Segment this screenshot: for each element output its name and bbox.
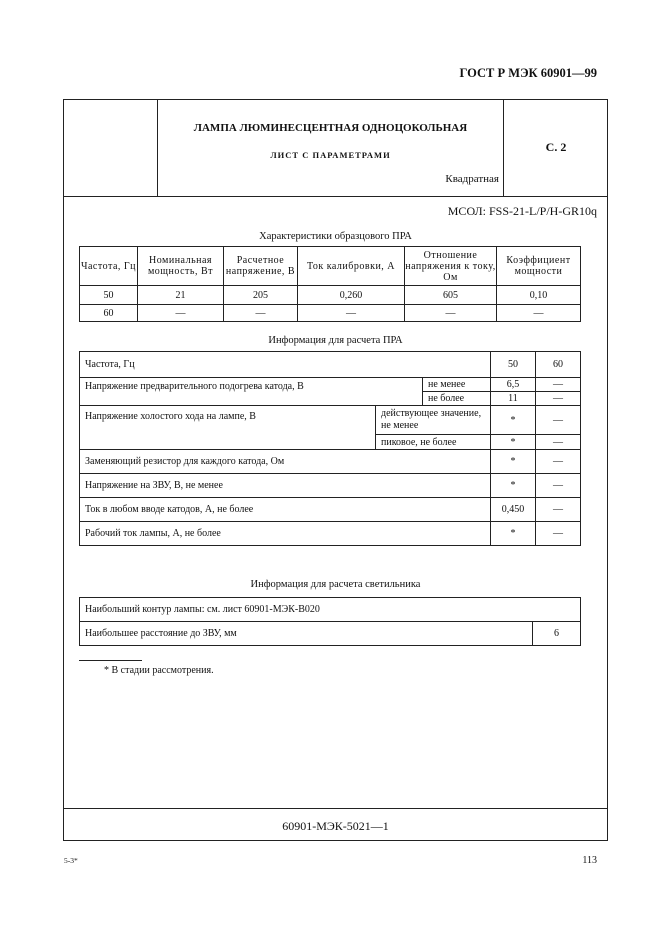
luminaire-design-table	[79, 597, 581, 646]
header-divider-bottom	[63, 196, 608, 197]
table-cell: —	[536, 378, 581, 392]
reference-ballast-title: Характеристики образцового ПРА	[259, 231, 412, 242]
sheet-title: ЛАМПА ЛЮМИНЕСЦЕНТНАЯ ОДНОЦОКОЛЬНАЯ	[193, 122, 468, 134]
table-cell: *	[491, 406, 536, 435]
luminaire-design-title: Информация для расчета светильника	[250, 579, 421, 590]
table-cell: 605	[405, 286, 497, 305]
table-cell: 6,5	[491, 378, 536, 392]
sub-label: не более	[423, 392, 491, 406]
table-cell: —	[536, 474, 581, 498]
table-cell: —	[536, 522, 581, 546]
table-cell: *	[491, 474, 536, 498]
table-row	[80, 598, 581, 622]
table-cell: 11	[491, 392, 536, 406]
bottom-divider	[63, 808, 608, 809]
table-cell: 50	[491, 352, 536, 378]
column-header: Ток калибровки, А	[298, 247, 405, 286]
table-row	[80, 352, 581, 378]
table-cell: 50	[80, 286, 138, 305]
page-label: С. 2	[545, 140, 567, 154]
column-header: Коэффициент мощности	[497, 247, 581, 286]
table-row	[80, 622, 581, 646]
table-row	[80, 406, 581, 435]
max-distance-value: 6	[533, 622, 581, 646]
column-header: Номинальная мощность, Вт	[138, 247, 224, 286]
column-header: Расчетное напряжение, В	[224, 247, 298, 286]
table-cell: —	[224, 305, 298, 322]
row-label: Напряжение на ЗВУ, В, не менее	[80, 474, 491, 498]
footnote-rule	[79, 660, 142, 661]
reference-ballast-table	[79, 246, 581, 322]
table-cell: 60	[80, 305, 138, 322]
bottom-left-mark: 5-3*	[64, 856, 78, 865]
table-cell: —	[405, 305, 497, 322]
table-cell: 205	[224, 286, 298, 305]
sub-label: пиковое, не более	[376, 435, 491, 450]
table-row	[80, 305, 581, 322]
row-label: Рабочий ток лампы, А, не более	[80, 522, 491, 546]
table-cell: 60	[536, 352, 581, 378]
table-cell: 0,260	[298, 286, 405, 305]
ballast-design-table	[79, 351, 581, 546]
table-row	[80, 522, 581, 546]
table-cell: *	[491, 522, 536, 546]
table-row	[80, 474, 581, 498]
table-cell: 21	[138, 286, 224, 305]
ballast-design-title: Информация для расчета ПРА	[268, 335, 403, 346]
ocv-label: Напряжение холостого хода на лампе, В	[80, 406, 376, 450]
header-divider-left	[157, 99, 158, 196]
table-cell: —	[536, 435, 581, 450]
max-outline: Наибольший контур лампы: см. лист 60901-МЭК-В020	[80, 598, 581, 622]
row-label: Ток в любом вводе катодов, А, не более	[80, 498, 491, 522]
preheat-label: Напряжение предварительного подогрева катода, В	[80, 378, 423, 406]
table-cell: —	[497, 305, 581, 322]
lamp-designation: МСОЛ: FSS-21-L/P/H-GR10q	[447, 204, 597, 218]
table-cell: 0,450	[491, 498, 536, 522]
sub-label: действующее значение, не менее	[376, 406, 491, 435]
page-number: 113	[582, 855, 597, 866]
table-header-row	[80, 247, 581, 286]
sub-label: не менее	[423, 378, 491, 392]
footnote: * В стадии рассмотрения.	[104, 665, 214, 676]
table-row	[80, 498, 581, 522]
freq-label: Частота, Гц	[80, 352, 491, 378]
table-row	[80, 450, 581, 474]
sheet-number: 60901-МЭК-5021—1	[282, 819, 389, 833]
sheet-subtitle: ЛИСТ С ПАРАМЕТРАМИ	[270, 150, 391, 160]
table-cell: —	[536, 392, 581, 406]
table-cell: —	[138, 305, 224, 322]
standard-id: ГОСТ Р МЭК 60901—99	[459, 66, 597, 80]
table-row	[80, 286, 581, 305]
table-cell: —	[298, 305, 405, 322]
row-label: Заменяющий резистор для каждого катода, Ом	[80, 450, 491, 474]
table-cell: —	[536, 498, 581, 522]
table-cell: —	[536, 450, 581, 474]
table-cell: *	[491, 435, 536, 450]
column-header: Отношение напряжения к току, Ом	[405, 247, 497, 286]
table-row	[80, 378, 581, 392]
table-cell: *	[491, 450, 536, 474]
lamp-shape: Квадратная	[445, 173, 499, 185]
table-cell: —	[536, 406, 581, 435]
table-cell: 0,10	[497, 286, 581, 305]
max-distance-label: Наибольшее расстояние до ЗВУ, мм	[80, 622, 533, 646]
column-header: Частота, Гц	[80, 247, 138, 286]
